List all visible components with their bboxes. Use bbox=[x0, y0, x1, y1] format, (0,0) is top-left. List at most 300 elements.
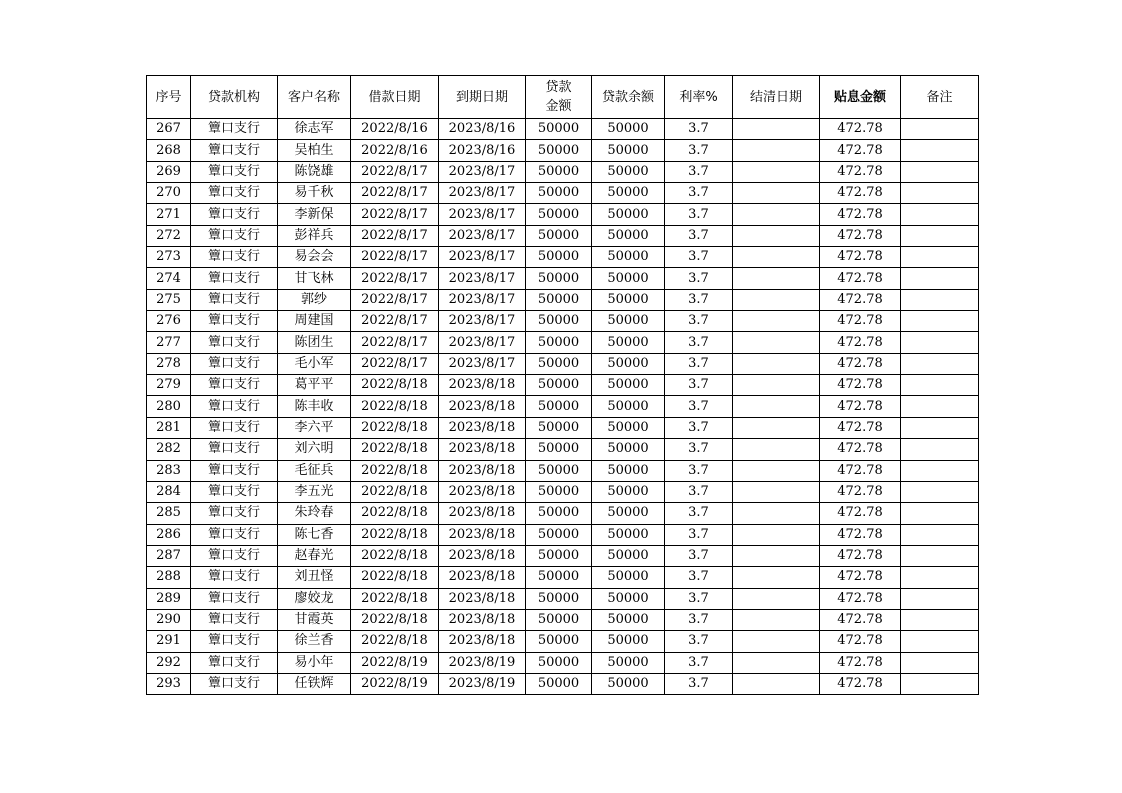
cell-lender: 簟口支行 bbox=[191, 204, 278, 225]
cell-rate: 3.7 bbox=[665, 140, 733, 161]
cell-loan-balance: 50000 bbox=[592, 652, 665, 673]
cell-settle-date bbox=[733, 396, 820, 417]
cell-due-date: 2023/8/17 bbox=[439, 161, 526, 182]
cell-settle-date bbox=[733, 567, 820, 588]
cell-loan-amount: 50000 bbox=[526, 524, 592, 545]
cell-settle-date bbox=[733, 332, 820, 353]
cell-due-date: 2023/8/18 bbox=[439, 567, 526, 588]
cell-loan-amount: 50000 bbox=[526, 268, 592, 289]
cell-serial: 270 bbox=[147, 183, 191, 204]
cell-settle-date bbox=[733, 588, 820, 609]
cell-loan-amount: 50000 bbox=[526, 225, 592, 246]
table-row bbox=[147, 140, 979, 161]
cell-loan-amount: 50000 bbox=[526, 289, 592, 310]
cell-loan-date: 2022/8/17 bbox=[351, 353, 439, 374]
cell-loan-amount: 50000 bbox=[526, 204, 592, 225]
cell-rate: 3.7 bbox=[665, 567, 733, 588]
cell-remarks bbox=[901, 503, 979, 524]
cell-rate: 3.7 bbox=[665, 247, 733, 268]
cell-subsidy-amount: 472.78 bbox=[820, 353, 901, 374]
cell-loan-date: 2022/8/18 bbox=[351, 481, 439, 502]
table-row bbox=[147, 524, 979, 545]
table-row bbox=[147, 353, 979, 374]
cell-settle-date bbox=[733, 268, 820, 289]
cell-loan-balance: 50000 bbox=[592, 332, 665, 353]
cell-lender: 簟口支行 bbox=[191, 289, 278, 310]
cell-rate: 3.7 bbox=[665, 609, 733, 630]
header-customer: 客户名称 bbox=[278, 76, 351, 119]
cell-serial: 274 bbox=[147, 268, 191, 289]
table-row bbox=[147, 375, 979, 396]
cell-subsidy-amount: 472.78 bbox=[820, 289, 901, 310]
cell-lender: 簟口支行 bbox=[191, 588, 278, 609]
table-row bbox=[147, 631, 979, 652]
cell-lender: 簟口支行 bbox=[191, 460, 278, 481]
cell-loan-balance: 50000 bbox=[592, 204, 665, 225]
cell-settle-date bbox=[733, 631, 820, 652]
cell-loan-amount: 50000 bbox=[526, 183, 592, 204]
cell-customer: 葛平平 bbox=[278, 375, 351, 396]
cell-loan-date: 2022/8/19 bbox=[351, 673, 439, 694]
cell-rate: 3.7 bbox=[665, 289, 733, 310]
cell-serial: 292 bbox=[147, 652, 191, 673]
cell-due-date: 2023/8/17 bbox=[439, 247, 526, 268]
cell-customer: 彭祥兵 bbox=[278, 225, 351, 246]
cell-settle-date bbox=[733, 417, 820, 438]
cell-rate: 3.7 bbox=[665, 268, 733, 289]
table-row bbox=[147, 673, 979, 694]
cell-customer: 李六平 bbox=[278, 417, 351, 438]
cell-loan-balance: 50000 bbox=[592, 673, 665, 694]
cell-due-date: 2023/8/18 bbox=[439, 545, 526, 566]
header-due-date: 到期日期 bbox=[439, 76, 526, 119]
cell-rate: 3.7 bbox=[665, 545, 733, 566]
cell-serial: 273 bbox=[147, 247, 191, 268]
cell-loan-date: 2022/8/18 bbox=[351, 631, 439, 652]
cell-serial: 267 bbox=[147, 119, 191, 140]
cell-remarks bbox=[901, 417, 979, 438]
cell-loan-balance: 50000 bbox=[592, 289, 665, 310]
cell-customer: 赵春光 bbox=[278, 545, 351, 566]
cell-loan-date: 2022/8/18 bbox=[351, 460, 439, 481]
cell-settle-date bbox=[733, 119, 820, 140]
cell-customer: 李五光 bbox=[278, 481, 351, 502]
table-row bbox=[147, 588, 979, 609]
cell-loan-date: 2022/8/17 bbox=[351, 289, 439, 310]
cell-loan-balance: 50000 bbox=[592, 140, 665, 161]
cell-settle-date bbox=[733, 673, 820, 694]
cell-loan-date: 2022/8/18 bbox=[351, 396, 439, 417]
cell-serial: 272 bbox=[147, 225, 191, 246]
cell-loan-date: 2022/8/16 bbox=[351, 119, 439, 140]
cell-rate: 3.7 bbox=[665, 503, 733, 524]
cell-loan-amount: 50000 bbox=[526, 161, 592, 182]
cell-loan-balance: 50000 bbox=[592, 311, 665, 332]
table-row bbox=[147, 652, 979, 673]
cell-due-date: 2023/8/19 bbox=[439, 673, 526, 694]
cell-settle-date bbox=[733, 524, 820, 545]
cell-loan-balance: 50000 bbox=[592, 161, 665, 182]
cell-remarks bbox=[901, 161, 979, 182]
cell-serial: 290 bbox=[147, 609, 191, 630]
cell-lender: 簟口支行 bbox=[191, 225, 278, 246]
cell-remarks bbox=[901, 289, 979, 310]
cell-rate: 3.7 bbox=[665, 119, 733, 140]
cell-subsidy-amount: 472.78 bbox=[820, 311, 901, 332]
cell-remarks bbox=[901, 119, 979, 140]
cell-subsidy-amount: 472.78 bbox=[820, 609, 901, 630]
cell-settle-date bbox=[733, 225, 820, 246]
cell-loan-balance: 50000 bbox=[592, 460, 665, 481]
cell-loan-date: 2022/8/18 bbox=[351, 417, 439, 438]
cell-subsidy-amount: 472.78 bbox=[820, 161, 901, 182]
cell-loan-balance: 50000 bbox=[592, 588, 665, 609]
cell-settle-date bbox=[733, 161, 820, 182]
cell-loan-amount: 50000 bbox=[526, 417, 592, 438]
cell-loan-balance: 50000 bbox=[592, 396, 665, 417]
cell-serial: 278 bbox=[147, 353, 191, 374]
cell-loan-amount: 50000 bbox=[526, 567, 592, 588]
cell-lender: 簟口支行 bbox=[191, 183, 278, 204]
cell-serial: 271 bbox=[147, 204, 191, 225]
cell-due-date: 2023/8/17 bbox=[439, 204, 526, 225]
cell-rate: 3.7 bbox=[665, 375, 733, 396]
cell-rate: 3.7 bbox=[665, 439, 733, 460]
cell-due-date: 2023/8/16 bbox=[439, 119, 526, 140]
cell-subsidy-amount: 472.78 bbox=[820, 417, 901, 438]
cell-rate: 3.7 bbox=[665, 481, 733, 502]
cell-customer: 任铁辉 bbox=[278, 673, 351, 694]
cell-serial: 280 bbox=[147, 396, 191, 417]
cell-serial: 268 bbox=[147, 140, 191, 161]
cell-lender: 簟口支行 bbox=[191, 631, 278, 652]
cell-lender: 簟口支行 bbox=[191, 247, 278, 268]
cell-due-date: 2023/8/18 bbox=[439, 481, 526, 502]
cell-loan-date: 2022/8/18 bbox=[351, 439, 439, 460]
cell-subsidy-amount: 472.78 bbox=[820, 396, 901, 417]
cell-loan-balance: 50000 bbox=[592, 268, 665, 289]
cell-serial: 281 bbox=[147, 417, 191, 438]
cell-lender: 簟口支行 bbox=[191, 268, 278, 289]
cell-loan-date: 2022/8/17 bbox=[351, 247, 439, 268]
cell-loan-amount: 50000 bbox=[526, 588, 592, 609]
table-row bbox=[147, 439, 979, 460]
cell-remarks bbox=[901, 652, 979, 673]
cell-subsidy-amount: 472.78 bbox=[820, 567, 901, 588]
cell-loan-date: 2022/8/17 bbox=[351, 332, 439, 353]
cell-lender: 簟口支行 bbox=[191, 567, 278, 588]
header-remarks: 备注 bbox=[901, 76, 979, 119]
cell-due-date: 2023/8/17 bbox=[439, 183, 526, 204]
cell-subsidy-amount: 472.78 bbox=[820, 673, 901, 694]
cell-customer: 周建国 bbox=[278, 311, 351, 332]
cell-rate: 3.7 bbox=[665, 417, 733, 438]
cell-lender: 簟口支行 bbox=[191, 161, 278, 182]
table-row bbox=[147, 417, 979, 438]
cell-customer: 朱玲春 bbox=[278, 503, 351, 524]
header-loan-amount: 贷款金额 bbox=[526, 76, 592, 119]
cell-serial: 287 bbox=[147, 545, 191, 566]
cell-lender: 簟口支行 bbox=[191, 140, 278, 161]
table-row bbox=[147, 247, 979, 268]
cell-loan-amount: 50000 bbox=[526, 673, 592, 694]
cell-loan-date: 2022/8/18 bbox=[351, 524, 439, 545]
cell-rate: 3.7 bbox=[665, 225, 733, 246]
cell-due-date: 2023/8/17 bbox=[439, 311, 526, 332]
cell-lender: 簟口支行 bbox=[191, 503, 278, 524]
cell-subsidy-amount: 472.78 bbox=[820, 183, 901, 204]
cell-settle-date bbox=[733, 311, 820, 332]
cell-loan-amount: 50000 bbox=[526, 631, 592, 652]
cell-lender: 簟口支行 bbox=[191, 332, 278, 353]
cell-loan-date: 2022/8/18 bbox=[351, 588, 439, 609]
cell-serial: 279 bbox=[147, 375, 191, 396]
cell-due-date: 2023/8/18 bbox=[439, 417, 526, 438]
cell-subsidy-amount: 472.78 bbox=[820, 652, 901, 673]
cell-remarks bbox=[901, 225, 979, 246]
cell-rate: 3.7 bbox=[665, 396, 733, 417]
cell-loan-balance: 50000 bbox=[592, 481, 665, 502]
cell-settle-date bbox=[733, 204, 820, 225]
cell-due-date: 2023/8/18 bbox=[439, 375, 526, 396]
cell-loan-date: 2022/8/17 bbox=[351, 183, 439, 204]
table-row bbox=[147, 503, 979, 524]
cell-loan-amount: 50000 bbox=[526, 503, 592, 524]
cell-loan-date: 2022/8/17 bbox=[351, 161, 439, 182]
cell-customer: 陈七香 bbox=[278, 524, 351, 545]
cell-subsidy-amount: 472.78 bbox=[820, 332, 901, 353]
cell-remarks bbox=[901, 439, 979, 460]
cell-subsidy-amount: 472.78 bbox=[820, 225, 901, 246]
cell-customer: 甘飞林 bbox=[278, 268, 351, 289]
cell-serial: 286 bbox=[147, 524, 191, 545]
cell-due-date: 2023/8/18 bbox=[439, 609, 526, 630]
header-serial: 序号 bbox=[147, 76, 191, 119]
cell-customer: 刘六明 bbox=[278, 439, 351, 460]
cell-due-date: 2023/8/18 bbox=[439, 588, 526, 609]
header-rate: 利率% bbox=[665, 76, 733, 119]
cell-customer: 刘丑怪 bbox=[278, 567, 351, 588]
cell-subsidy-amount: 472.78 bbox=[820, 268, 901, 289]
cell-serial: 285 bbox=[147, 503, 191, 524]
cell-rate: 3.7 bbox=[665, 353, 733, 374]
header-loan-date: 借款日期 bbox=[351, 76, 439, 119]
cell-remarks bbox=[901, 140, 979, 161]
cell-serial: 284 bbox=[147, 481, 191, 502]
cell-settle-date bbox=[733, 460, 820, 481]
cell-subsidy-amount: 472.78 bbox=[820, 588, 901, 609]
cell-subsidy-amount: 472.78 bbox=[820, 545, 901, 566]
cell-due-date: 2023/8/17 bbox=[439, 268, 526, 289]
cell-serial: 293 bbox=[147, 673, 191, 694]
cell-rate: 3.7 bbox=[665, 183, 733, 204]
cell-due-date: 2023/8/18 bbox=[439, 524, 526, 545]
cell-loan-amount: 50000 bbox=[526, 353, 592, 374]
cell-rate: 3.7 bbox=[665, 652, 733, 673]
cell-due-date: 2023/8/18 bbox=[439, 503, 526, 524]
cell-settle-date bbox=[733, 481, 820, 502]
cell-settle-date bbox=[733, 140, 820, 161]
table-row bbox=[147, 289, 979, 310]
header-row bbox=[147, 76, 979, 119]
cell-customer: 陈饶雄 bbox=[278, 161, 351, 182]
cell-loan-balance: 50000 bbox=[592, 225, 665, 246]
cell-loan-amount: 50000 bbox=[526, 460, 592, 481]
cell-remarks bbox=[901, 204, 979, 225]
cell-loan-balance: 50000 bbox=[592, 503, 665, 524]
cell-customer: 廖姣龙 bbox=[278, 588, 351, 609]
cell-settle-date bbox=[733, 545, 820, 566]
cell-customer: 吴柏生 bbox=[278, 140, 351, 161]
cell-serial: 288 bbox=[147, 567, 191, 588]
cell-remarks bbox=[901, 524, 979, 545]
cell-loan-balance: 50000 bbox=[592, 353, 665, 374]
cell-subsidy-amount: 472.78 bbox=[820, 247, 901, 268]
cell-loan-date: 2022/8/18 bbox=[351, 567, 439, 588]
cell-customer: 毛征兵 bbox=[278, 460, 351, 481]
cell-settle-date bbox=[733, 609, 820, 630]
cell-lender: 簟口支行 bbox=[191, 652, 278, 673]
cell-loan-balance: 50000 bbox=[592, 183, 665, 204]
table-row bbox=[147, 183, 979, 204]
table-row bbox=[147, 204, 979, 225]
cell-loan-balance: 50000 bbox=[592, 524, 665, 545]
cell-rate: 3.7 bbox=[665, 332, 733, 353]
cell-loan-amount: 50000 bbox=[526, 396, 592, 417]
cell-subsidy-amount: 472.78 bbox=[820, 481, 901, 502]
table-row bbox=[147, 268, 979, 289]
cell-remarks bbox=[901, 311, 979, 332]
loan-subsidy-table bbox=[146, 75, 979, 695]
cell-loan-amount: 50000 bbox=[526, 140, 592, 161]
cell-loan-date: 2022/8/16 bbox=[351, 140, 439, 161]
cell-customer: 易小年 bbox=[278, 652, 351, 673]
cell-serial: 283 bbox=[147, 460, 191, 481]
cell-serial: 269 bbox=[147, 161, 191, 182]
cell-loan-amount: 50000 bbox=[526, 332, 592, 353]
cell-serial: 277 bbox=[147, 332, 191, 353]
cell-remarks bbox=[901, 609, 979, 630]
cell-loan-date: 2022/8/19 bbox=[351, 652, 439, 673]
cell-subsidy-amount: 472.78 bbox=[820, 119, 901, 140]
cell-settle-date bbox=[733, 183, 820, 204]
cell-rate: 3.7 bbox=[665, 524, 733, 545]
cell-customer: 徐兰香 bbox=[278, 631, 351, 652]
cell-serial: 275 bbox=[147, 289, 191, 310]
cell-remarks bbox=[901, 353, 979, 374]
cell-due-date: 2023/8/17 bbox=[439, 225, 526, 246]
cell-settle-date bbox=[733, 439, 820, 460]
cell-loan-balance: 50000 bbox=[592, 375, 665, 396]
header-loan-balance: 贷款余额 bbox=[592, 76, 665, 119]
cell-due-date: 2023/8/18 bbox=[439, 631, 526, 652]
cell-customer: 郭纱 bbox=[278, 289, 351, 310]
cell-subsidy-amount: 472.78 bbox=[820, 460, 901, 481]
cell-loan-balance: 50000 bbox=[592, 545, 665, 566]
cell-subsidy-amount: 472.78 bbox=[820, 524, 901, 545]
cell-loan-amount: 50000 bbox=[526, 119, 592, 140]
header-lender: 贷款机构 bbox=[191, 76, 278, 119]
cell-remarks bbox=[901, 673, 979, 694]
cell-due-date: 2023/8/18 bbox=[439, 396, 526, 417]
cell-loan-date: 2022/8/18 bbox=[351, 609, 439, 630]
cell-lender: 簟口支行 bbox=[191, 609, 278, 630]
cell-remarks bbox=[901, 332, 979, 353]
cell-rate: 3.7 bbox=[665, 161, 733, 182]
cell-loan-balance: 50000 bbox=[592, 609, 665, 630]
cell-loan-amount: 50000 bbox=[526, 652, 592, 673]
cell-customer: 易千秋 bbox=[278, 183, 351, 204]
cell-rate: 3.7 bbox=[665, 204, 733, 225]
cell-due-date: 2023/8/17 bbox=[439, 289, 526, 310]
cell-lender: 簟口支行 bbox=[191, 481, 278, 502]
table-row bbox=[147, 545, 979, 566]
cell-loan-date: 2022/8/18 bbox=[351, 375, 439, 396]
header-settle-date: 结清日期 bbox=[733, 76, 820, 119]
cell-loan-balance: 50000 bbox=[592, 567, 665, 588]
cell-serial: 291 bbox=[147, 631, 191, 652]
cell-subsidy-amount: 472.78 bbox=[820, 204, 901, 225]
cell-lender: 簟口支行 bbox=[191, 673, 278, 694]
cell-lender: 簟口支行 bbox=[191, 545, 278, 566]
table-row bbox=[147, 609, 979, 630]
cell-customer: 甘霞英 bbox=[278, 609, 351, 630]
cell-settle-date bbox=[733, 503, 820, 524]
table-row bbox=[147, 311, 979, 332]
table-body bbox=[147, 119, 979, 695]
cell-serial: 289 bbox=[147, 588, 191, 609]
cell-loan-balance: 50000 bbox=[592, 417, 665, 438]
cell-customer: 李新保 bbox=[278, 204, 351, 225]
cell-loan-amount: 50000 bbox=[526, 375, 592, 396]
cell-loan-amount: 50000 bbox=[526, 609, 592, 630]
cell-remarks bbox=[901, 567, 979, 588]
cell-remarks bbox=[901, 183, 979, 204]
cell-subsidy-amount: 472.78 bbox=[820, 631, 901, 652]
cell-rate: 3.7 bbox=[665, 631, 733, 652]
cell-lender: 簟口支行 bbox=[191, 311, 278, 332]
cell-loan-date: 2022/8/17 bbox=[351, 204, 439, 225]
cell-serial: 276 bbox=[147, 311, 191, 332]
cell-subsidy-amount: 472.78 bbox=[820, 439, 901, 460]
cell-settle-date bbox=[733, 652, 820, 673]
table-row bbox=[147, 460, 979, 481]
cell-lender: 簟口支行 bbox=[191, 439, 278, 460]
cell-settle-date bbox=[733, 353, 820, 374]
cell-customer: 毛小军 bbox=[278, 353, 351, 374]
cell-due-date: 2023/8/18 bbox=[439, 460, 526, 481]
cell-loan-balance: 50000 bbox=[592, 247, 665, 268]
cell-remarks bbox=[901, 481, 979, 502]
cell-customer: 易会会 bbox=[278, 247, 351, 268]
cell-due-date: 2023/8/17 bbox=[439, 332, 526, 353]
cell-settle-date bbox=[733, 247, 820, 268]
table-row bbox=[147, 396, 979, 417]
cell-remarks bbox=[901, 545, 979, 566]
cell-remarks bbox=[901, 375, 979, 396]
cell-loan-amount: 50000 bbox=[526, 439, 592, 460]
cell-due-date: 2023/8/19 bbox=[439, 652, 526, 673]
table-row bbox=[147, 481, 979, 502]
cell-lender: 簟口支行 bbox=[191, 524, 278, 545]
cell-rate: 3.7 bbox=[665, 588, 733, 609]
cell-settle-date bbox=[733, 289, 820, 310]
cell-customer: 陈团生 bbox=[278, 332, 351, 353]
cell-remarks bbox=[901, 396, 979, 417]
cell-remarks bbox=[901, 460, 979, 481]
cell-due-date: 2023/8/16 bbox=[439, 140, 526, 161]
cell-serial: 282 bbox=[147, 439, 191, 460]
